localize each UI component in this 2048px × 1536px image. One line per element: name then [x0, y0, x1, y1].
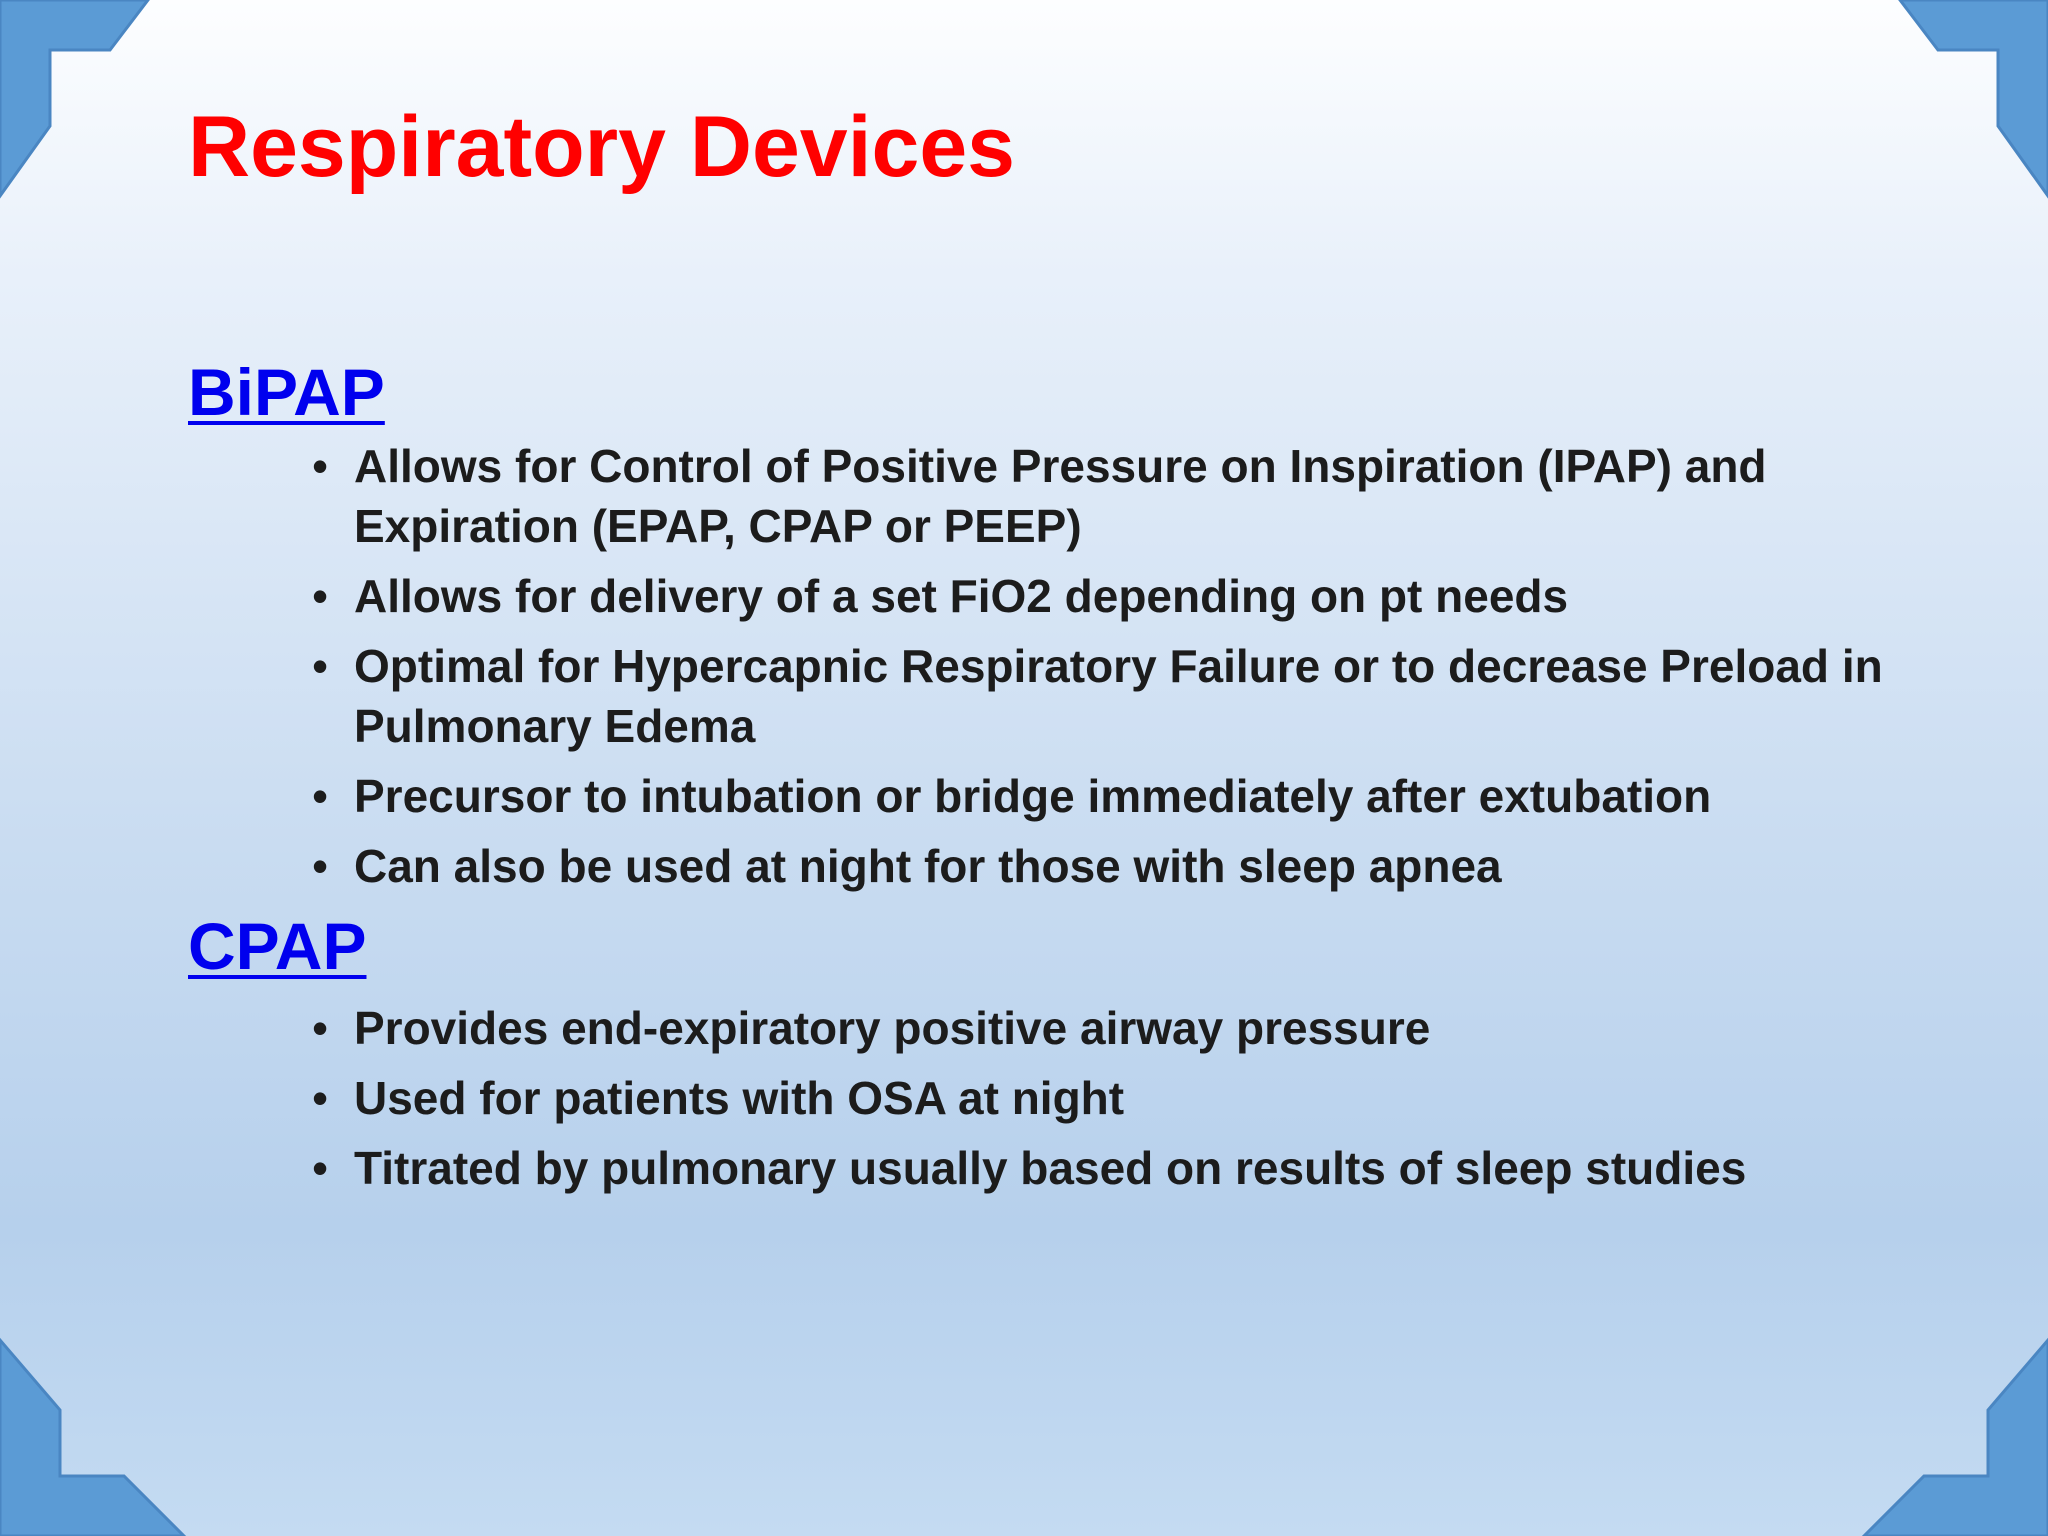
corner-ornament-bottom-right [1848, 1336, 2048, 1536]
slide-title: Respiratory Devices [188, 99, 1015, 195]
bullet-item [188, 998, 1888, 1058]
bullet-item [188, 836, 1888, 896]
section-heading-cpap-link[interactable]: CPAP [188, 909, 367, 983]
bullet-dot-icon: • [312, 570, 329, 622]
bullet-item [188, 436, 1888, 556]
corner-ornament-top-left [0, 0, 200, 200]
corner-ornament-bottom-left [0, 1336, 200, 1536]
corner-ornament-top-right [1848, 0, 2048, 200]
bullet-text: Can also be used at night for those with sleep apnea [354, 840, 1502, 892]
bipap-bullet-list [188, 436, 1888, 896]
bullet-dot-icon: • [312, 1142, 329, 1194]
bullet-dot-icon: • [312, 770, 329, 822]
bullet-item [188, 766, 1888, 826]
cpap-bullet-list [188, 998, 1888, 1198]
bullet-dot-icon: • [312, 1072, 329, 1124]
bullet-text: Allows for delivery of a set FiO2 depending on pt needs [354, 570, 1569, 622]
bullet-text: Allows for Control of Positive Pressure on Inspiration (IPAP) and Expiration (EPAP, CPAP or PEEP) [354, 440, 1767, 552]
bullet-text: Optimal for Hypercapnic Respiratory Failure or to decrease Preload in Pulmonary Edema [354, 640, 1883, 752]
section-cpap [188, 906, 1888, 1198]
section-bipap [188, 352, 1888, 896]
bullet-dot-icon: • [312, 440, 329, 492]
bullet-item [188, 636, 1888, 756]
bullet-dot-icon: • [312, 1002, 329, 1054]
bullet-item [188, 1068, 1888, 1128]
bullet-text: Titrated by pulmonary usually based on results of sleep studies [354, 1142, 1747, 1194]
bullet-item [188, 1138, 1888, 1198]
bullet-dot-icon: • [312, 640, 329, 692]
bullet-dot-icon: • [312, 840, 329, 892]
bullet-text: Provides end-expiratory positive airway pressure [354, 1002, 1431, 1054]
bullet-item [188, 566, 1888, 626]
bullet-text: Used for patients with OSA at night [354, 1072, 1125, 1124]
bullet-text: Precursor to intubation or bridge immediately after extubation [354, 770, 1712, 822]
slide-content [188, 352, 1888, 1208]
section-heading-bipap-link[interactable]: BiPAP [188, 355, 385, 429]
